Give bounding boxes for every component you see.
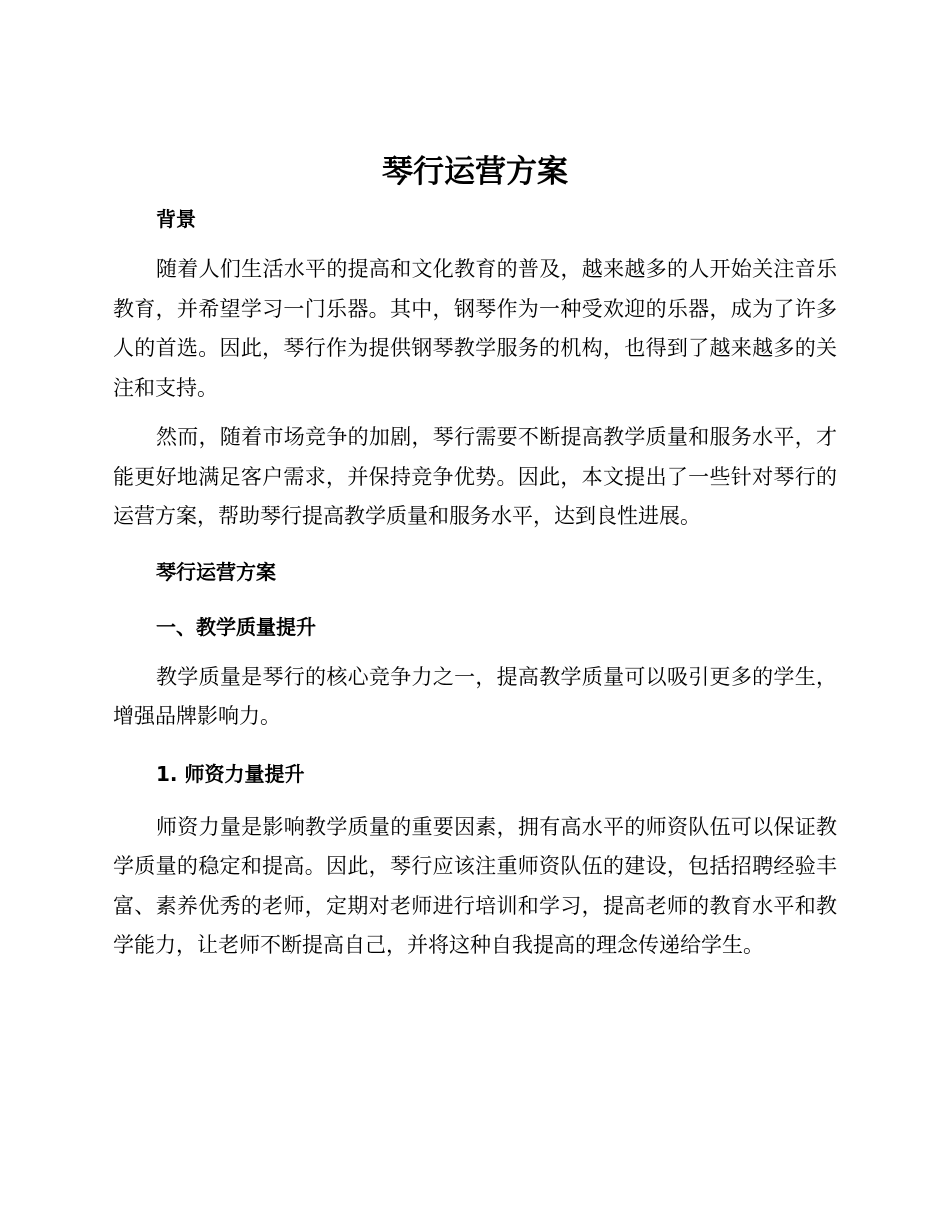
background-heading: 背景 [156, 207, 196, 231]
background-paragraph-1: 随着人们生活水平的提高和文化教育的普及，越来越多的人开始关注音乐教育，并希望学习一门乐器。其中，钢琴作为一种受欢迎的乐器，成为了许多人的首选。因此，琴行作为提供钢琴教学服务的机构，也得到了越来越多的关注和支持。 [113, 257, 837, 400]
background-paragraph-2: 然而，随着市场竞争的加剧，琴行需要不断提高教学质量和服务水平，才能更好地满足客户需求，并保持竞争优势。因此，本文提出了一些针对琴行的运营方案，帮助琴行提高教学质量和服务水平，达到良性进展。 [113, 425, 837, 528]
teaching-quality-paragraph: 教学质量是琴行的核心竞争力之一，提高教学质量可以吸引更多的学生，增强品牌影响力。 [113, 664, 837, 728]
part-one-heading: 一、教学质量提升 [156, 614, 316, 639]
teacher-strength-paragraph: 师资力量是影响教学质量的重要因素，拥有高水平的师资队伍可以保证教学质量的稳定和提高。因此，琴行应该注重师资队伍的建设，包括招聘经验丰富、素养优秀的老师，定期对老师进行培训和学习，提高老师的教育水平和教学能力，让老师不断提高自己，并将这种自我提高的理念传递给学生。 [113, 814, 837, 957]
document-title: 琴行运营方案 [382, 154, 568, 190]
subsection-1-heading: 1. 师资力量提升 [156, 761, 305, 786]
document-body [113, 150, 837, 966]
plan-heading: 琴行运营方案 [156, 559, 276, 584]
